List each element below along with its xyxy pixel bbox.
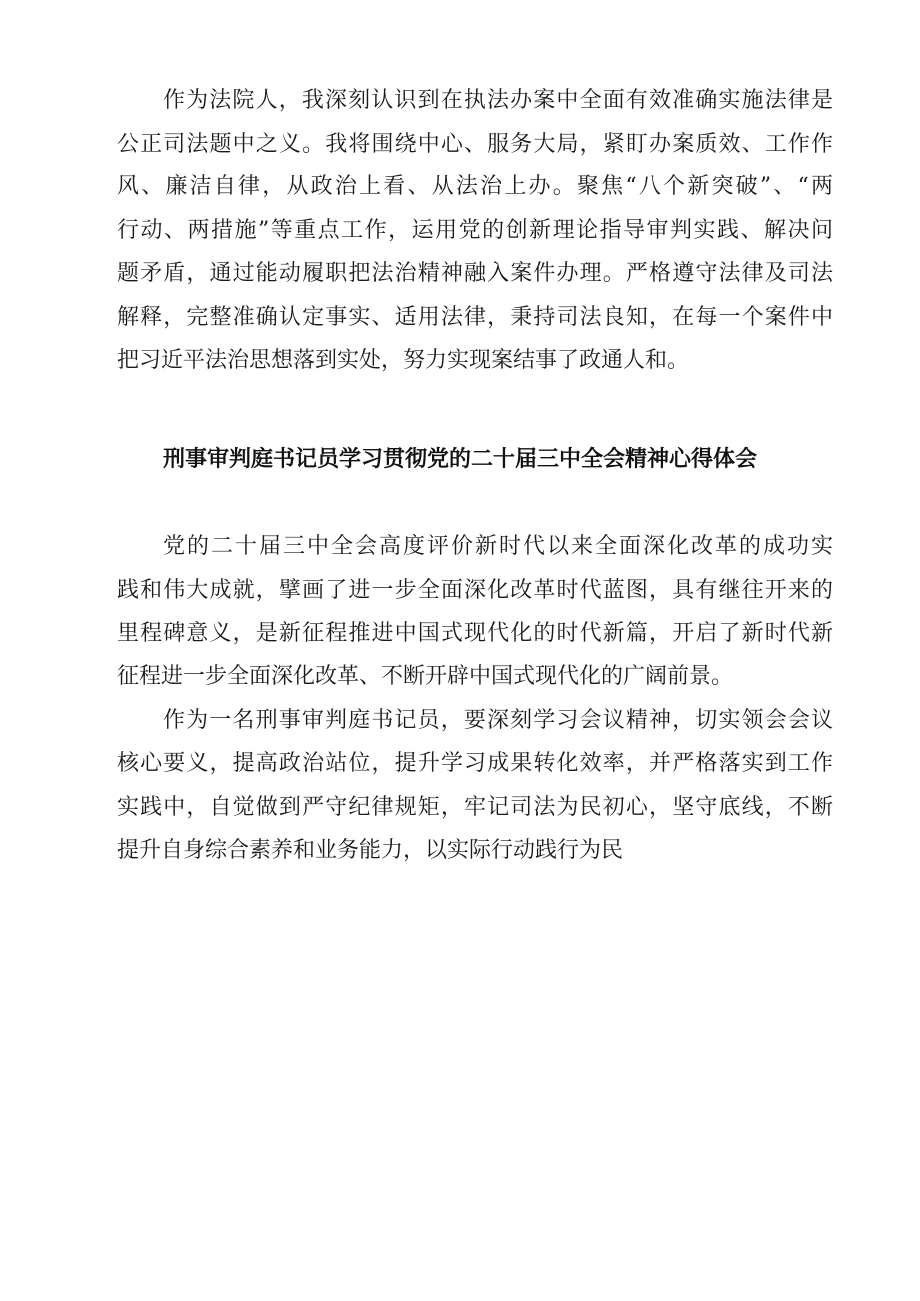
paragraph-2-line-4: 征程进一步全面深化改革、不断开辟中国式现代化的广阔前景。: [117, 664, 734, 689]
paragraph-1-line-2: 公正司法题中之义。我将围绕中心、服务大局，紧盯办案质效、工作作: [117, 132, 833, 157]
paragraph-1-line-7: 把习近平法治思想落到实处，努力实现案结事了政通人和。: [117, 348, 690, 373]
section-title: 刑事审判庭书记员学习贯彻党的二十届三中全会精神心得体会: [162, 447, 757, 472]
paragraph-1-line-5: 题矛盾，通过能动履职把法治精神融入案件办理。严格遵守法律及司法: [117, 261, 833, 286]
paragraph-2-line-2: 践和伟大成就，擘画了进一步全面深化改革时代蓝图，具有继往开来的: [117, 578, 833, 603]
paragraph-3-line-1: 作为一名刑事审判庭书记员，要深刻学习会议精神，切实领会会议: [163, 708, 833, 733]
paragraph-3-line-4: 提升自身综合素养和业务能力，以实际行动践行为民: [117, 838, 624, 863]
paragraph-1-line-4: 行动、两措施”等重点工作，运用党的创新理论指导审判实践、解决问: [117, 218, 833, 243]
paragraph-1-line-3: 风、廉洁自律，从政治上看、从法治上办。聚焦“八个新突破”、“两: [117, 174, 833, 199]
paragraph-2-line-3: 里程碑意义，是新征程推进中国式现代化的时代新篇，开启了新时代新: [117, 621, 833, 646]
paragraph-1-line-1: 作为法院人，我深刻认识到在执法办案中全面有效准确实施法律是: [163, 88, 833, 113]
paragraph-3-line-3: 实践中，自觉做到严守纪律规矩，牢记司法为民初心，坚守底线，不断: [117, 795, 833, 820]
paragraph-1-line-6: 解释，完整准确认定事实、适用法律，秉持司法良知，在每一个案件中: [117, 305, 833, 330]
paragraph-2-line-1: 党的二十届三中全会高度评价新时代以来全面深化改革的成功实: [163, 534, 833, 559]
paragraph-3-line-2: 核心要义，提高政治站位，提升学习成果转化效率，并严格落实到工作: [117, 751, 833, 776]
